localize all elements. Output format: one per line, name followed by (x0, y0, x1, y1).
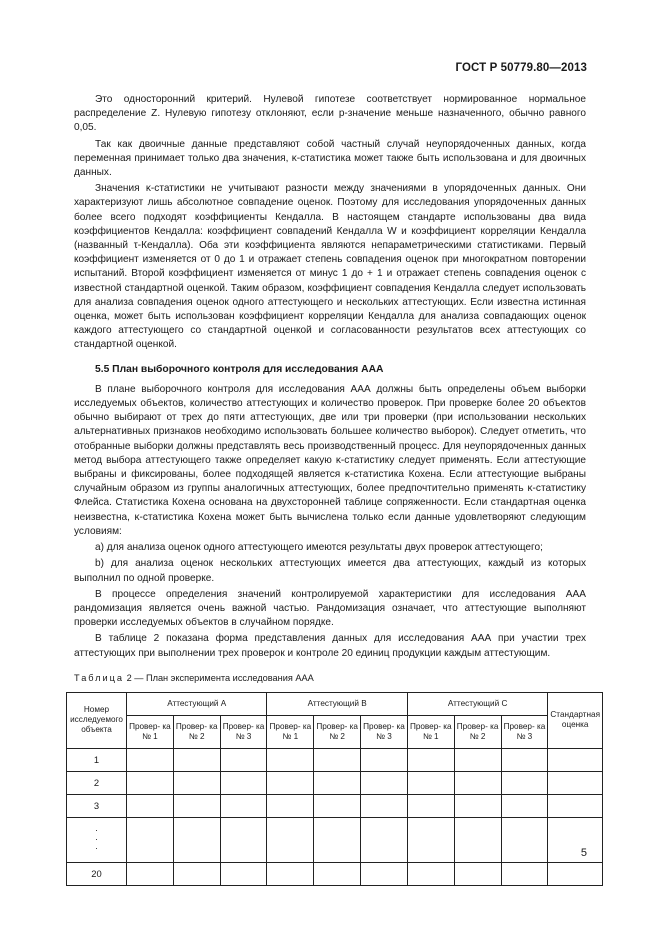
header-check: Провер- ка № 2 (173, 715, 220, 748)
page-content (70, 93, 600, 886)
table-row (67, 794, 603, 817)
row-number: 2 (67, 771, 127, 794)
header-rater-c: Аттестующий C (407, 692, 548, 715)
header-check: Провер- ка № 3 (220, 715, 267, 748)
header-check: Провер- ка № 3 (501, 715, 548, 748)
table-row (67, 817, 603, 862)
paragraph: Значения κ-статистики не учитывают разности между значениями в упорядоченных данных. Они характеризуют лишь абсолютное совпадение оценок. Поэтому для исследования упорядоченных данных более всего подходят коэффициенты Кендалла. В настоящем стандарте использованы два вида коэффициентов Кендалла: коэффициент совпадений Кендалла W и коэффициент корреляции Кендалла (названный τ-Кендалла). Оба эти коэффициента являются непараметрическими статистиками. Первый коэффициент изменяется от 0 до 1 и отражает степень совпадения оценок при многократном повторении испытаний. Второй коэффициент изменяется от минус 1 до + 1 и отражает степень совпадения оценок с известной стандартной оценкой. Таким образом, коэффициент совпадения Кендалла следует использовать для анализа совпадения оценок одного аттестующего и нескольких аттестующих. Если известна истинная оценка, может быть использован коэффициент корреляции Кендалла для анализа совпадающих оценок каждого аттестующего со стандартной оценкой и согласованности результатов всех аттестующих со стандартной оценкой. (74, 183, 586, 351)
header-check: Провер- ка № 1 (407, 715, 454, 748)
paragraph: В процессе определения значений контролируемой характеристики для исследования ААА рандомизация является очень важной частью. Рандомизация означает, что аттестующие выполняют проверки исследуемых объектов в случайном порядке. (74, 588, 586, 629)
header-check: Провер- ка № 1 (127, 715, 174, 748)
table-caption-title: 2 — План эксперимента исследования ААА (124, 672, 314, 683)
row-number: 3 (67, 794, 127, 817)
row-number: 20 (67, 862, 127, 885)
section-heading: 5.5 План выборочного контроля для исследования ААА (95, 363, 384, 375)
row-ellipsis: · · · (67, 817, 127, 862)
header-rater-b: Аттестующий B (267, 692, 407, 715)
header-rater-a: Аттестующий A (127, 692, 267, 715)
header-object-number: Номер исследуемого объекта (67, 692, 127, 748)
paragraph: Так как двоичные данные представляют собой частный случай неупорядоченных данных, когда переменная принимает только два значения, κ-статистика может также быть использована и для двоичных данных. (74, 138, 586, 179)
experiment-plan-table (66, 692, 603, 886)
table-caption (74, 671, 586, 685)
page-number: 5 (580, 847, 587, 859)
list-item-b: b) для анализа оценок нескольких аттестующих имеется два аттестующих, каждый из которых выполнил по одной проверке. (74, 558, 586, 584)
table-row (67, 748, 603, 771)
header-check: Провер- ка № 2 (314, 715, 361, 748)
paragraph: В плане выборочного контроля для исследования ААА должны быть определены объем выборки исследуемых объектов, количество аттестующих и количество проверок. При проверке более 20 объектов обычно выбирают от трех до пяти аттестующих, две или три проверки (при использовании нескольких альтернативных признаков необходимо использовать большее количество выборок). Следует отметить, что отобранные выборки должны представлять весь производственный процесс. Для неупорядоченных данных метод выбора аттестующего также определяет какую κ-статистику следует применять. Если аттестующие выбраны и фиксированы, более подходящей является κ-статистика Кохена. Если аттестующие выбраны случайным образом из группы аналогичных аттестующих, более предпочтительно применять κ-статистику Флейса. Статистика Кохена основана на двухсторонней таблице сопряженности. Если стандартная оценка неизвестна, κ-статистика Кохена может быть вычислена только если данные удовлетворяют следующим условиям: (74, 383, 586, 537)
row-number: 1 (67, 748, 127, 771)
table-caption-label: Таблица (74, 672, 125, 683)
header-check: Провер- ка № 1 (267, 715, 314, 748)
header-check: Провер- ка № 2 (454, 715, 501, 748)
header-standard-rating: Стандартная оценка (548, 692, 603, 748)
paragraph: Это односторонний критерий. Нулевой гипотезе соответствует нормированное нормальное распределение Z. Нулевую гипотезу отклоняют, если p-значение меньше назначенного, обычно равного 0,05. (74, 94, 586, 134)
standard-header: ГОСТ Р 50779.80—2013 (455, 62, 587, 74)
table-row (67, 771, 603, 794)
paragraph: В таблице 2 показана форма представления данных для исследования ААА при участии трех аттестующих при выполнении трех проверок и контроле 20 единиц продукции каждым аттестующим. (74, 633, 586, 659)
list-item-a: а) для анализа оценок одного аттестующего имеются результаты двух проверок аттестующего; (95, 542, 543, 554)
header-check: Провер- ка № 3 (361, 715, 408, 748)
table-row (67, 862, 603, 885)
